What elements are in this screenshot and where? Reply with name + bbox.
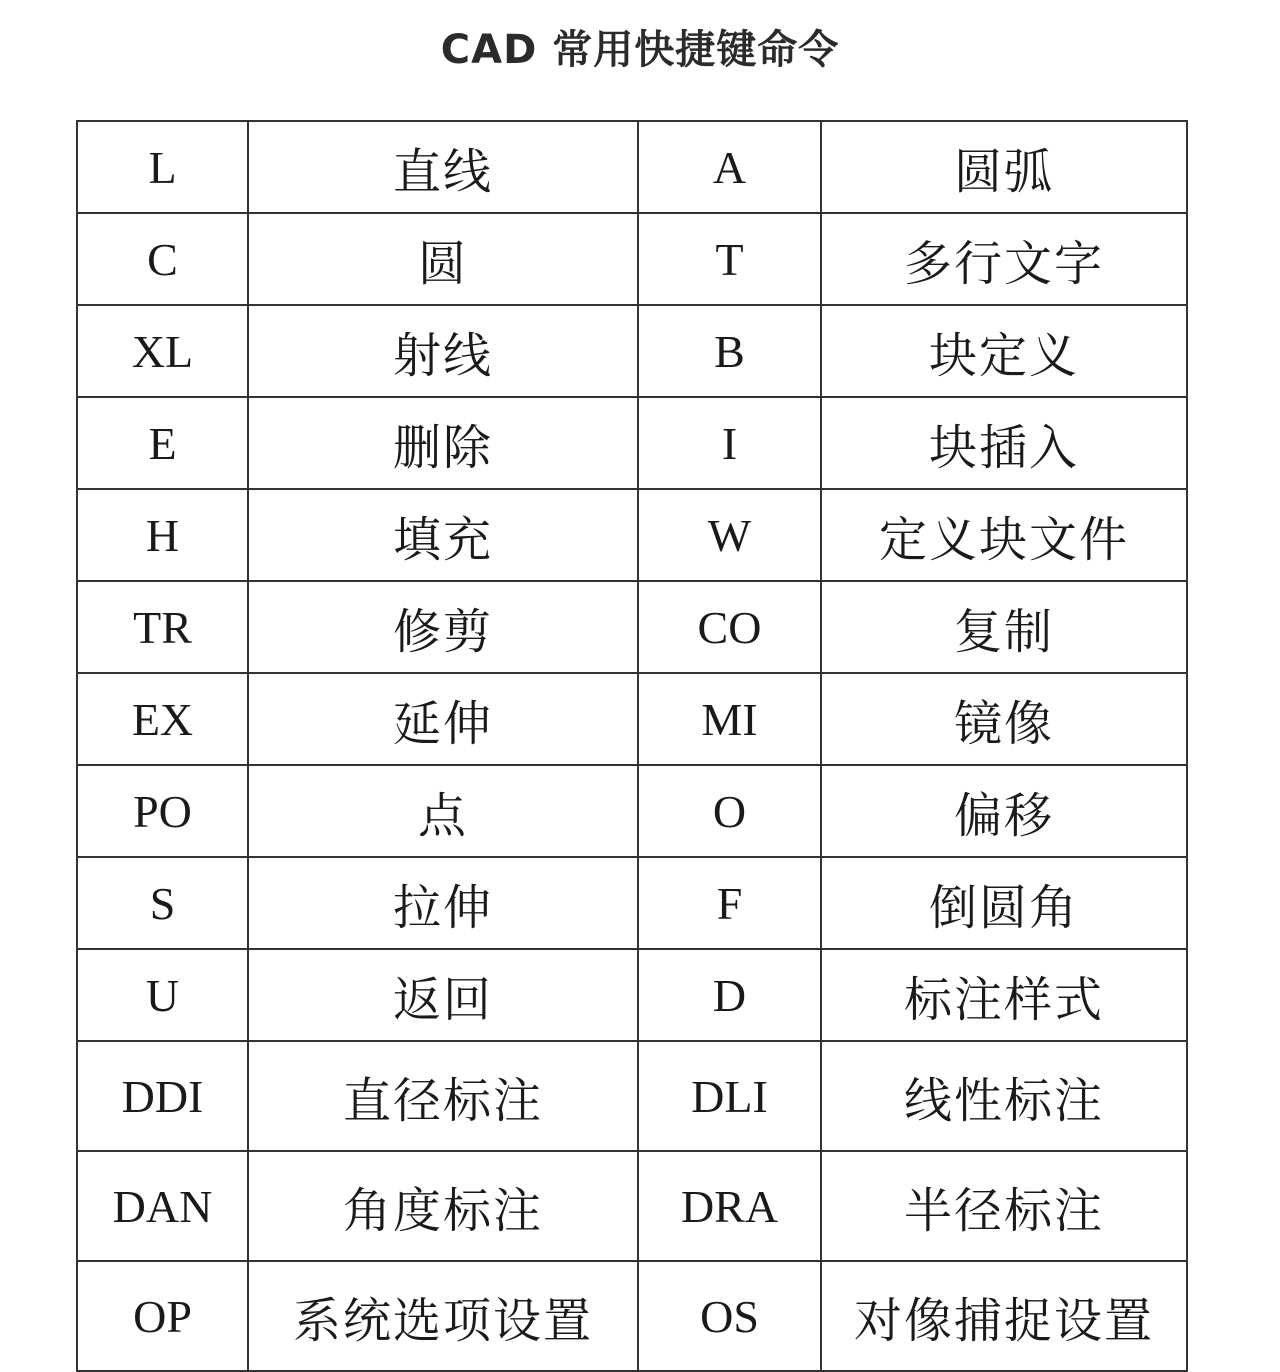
command-name-cell: 圆弧 [821,121,1187,213]
page-title: CAD 常用快捷键命令 [440,27,840,73]
table-row [77,1261,1187,1371]
table-row [77,857,1187,949]
shortcut-key-cell: CO [638,581,821,673]
table-row [77,489,1187,581]
command-name-cell: 拉伸 [248,857,638,949]
command-name-cell: 修剪 [248,581,638,673]
table-row [77,949,1187,1041]
command-name-cell: 多行文字 [821,213,1187,305]
command-name-cell: 系统选项设置 [248,1261,638,1371]
shortcut-key-cell: U [77,949,248,1041]
shortcut-key-cell: OP [77,1261,248,1371]
shortcut-key-cell: B [638,305,821,397]
shortcut-key-cell: EX [77,673,248,765]
shortcut-key-cell: C [77,213,248,305]
table-row [77,581,1187,673]
table-row [77,305,1187,397]
command-name-cell: 标注样式 [821,949,1187,1041]
shortcut-key-cell: TR [77,581,248,673]
command-name-cell: 倒圆角 [821,857,1187,949]
shortcut-key-cell: F [638,857,821,949]
shortcut-key-cell: PO [77,765,248,857]
command-name-cell: 填充 [248,489,638,581]
shortcut-key-cell: H [77,489,248,581]
shortcut-key-cell: L [77,121,248,213]
command-name-cell: 圆 [248,213,638,305]
command-name-cell: 射线 [248,305,638,397]
command-name-cell: 线性标注 [821,1041,1187,1151]
command-name-cell: 角度标注 [248,1151,638,1261]
command-name-cell: 复制 [821,581,1187,673]
shortcut-key-cell: D [638,949,821,1041]
shortcut-key-cell: E [77,397,248,489]
table-row [77,397,1187,489]
table-row [77,213,1187,305]
shortcut-key-cell: DRA [638,1151,821,1261]
shortcut-key-cell: XL [77,305,248,397]
command-name-cell: 半径标注 [821,1151,1187,1261]
command-name-cell: 直径标注 [248,1041,638,1151]
shortcut-key-cell: I [638,397,821,489]
shortcut-key-cell: OS [638,1261,821,1371]
shortcut-table [76,120,1188,1372]
shortcut-key-cell: DLI [638,1041,821,1151]
shortcut-key-cell: DDI [77,1041,248,1151]
table-row [77,765,1187,857]
command-name-cell: 定义块文件 [821,489,1187,581]
shortcut-key-cell: O [638,765,821,857]
table-row [77,121,1187,213]
shortcut-key-cell: MI [638,673,821,765]
command-name-cell: 镜像 [821,673,1187,765]
command-name-cell: 块插入 [821,397,1187,489]
shortcut-key-cell: A [638,121,821,213]
shortcut-key-cell: DAN [77,1151,248,1261]
command-name-cell: 删除 [248,397,638,489]
command-name-cell: 直线 [248,121,638,213]
table-row [77,673,1187,765]
shortcut-key-cell: T [638,213,821,305]
command-name-cell: 延伸 [248,673,638,765]
table-row [77,1151,1187,1261]
command-name-cell: 返回 [248,949,638,1041]
command-name-cell: 块定义 [821,305,1187,397]
command-name-cell: 点 [248,765,638,857]
shortcut-key-cell: W [638,489,821,581]
command-name-cell: 偏移 [821,765,1187,857]
shortcut-key-cell: S [77,857,248,949]
table-row [77,1041,1187,1151]
command-name-cell: 对像捕捉设置 [821,1261,1187,1371]
